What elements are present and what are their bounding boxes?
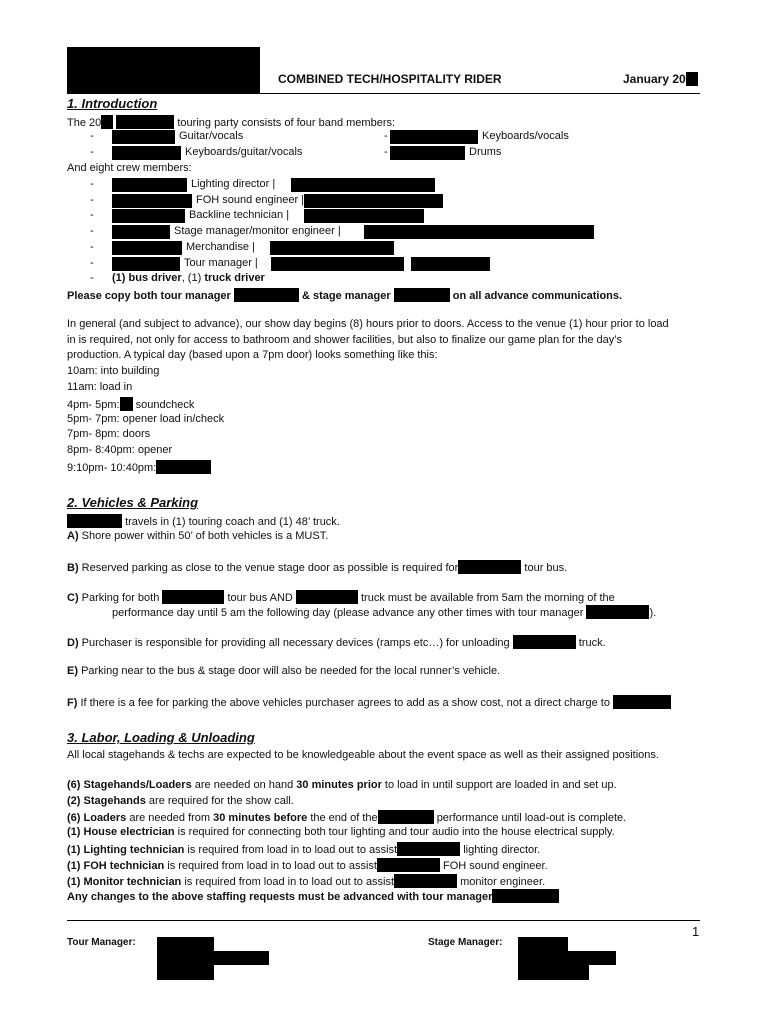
labor-line bbox=[67, 795, 294, 807]
vehicles-item-c-line2 bbox=[112, 605, 656, 619]
item-text: performance day until 5 am the following day (please advance any other times with tour manager bbox=[112, 607, 584, 619]
schedule-item: 7pm- 8pm: doors bbox=[67, 428, 151, 440]
copy-text-c: on all advance communications. bbox=[452, 290, 623, 302]
redacted-band-name bbox=[296, 590, 358, 604]
vehicles-item-a bbox=[67, 530, 328, 542]
redacted-contact bbox=[304, 209, 424, 223]
item-text: Parking near to the bus & stage door will also be needed for the local runner’s vehicle. bbox=[81, 665, 501, 677]
redacted-band-name bbox=[116, 115, 174, 129]
labor-text: is required from load in to load out to assist bbox=[181, 876, 395, 888]
labor-role: (6) Loaders bbox=[67, 812, 127, 824]
redacted-contact bbox=[271, 257, 404, 271]
item-text: If there is a fee for parking the above vehicles purchaser agrees to add as a show cost, not a direct charge to bbox=[80, 697, 610, 709]
item-label: D) bbox=[67, 637, 79, 649]
copy-line bbox=[67, 288, 622, 302]
labor-line bbox=[67, 874, 545, 888]
redacted-name bbox=[112, 178, 187, 192]
redacted-tour-manager bbox=[586, 605, 649, 619]
vehicles-item-d bbox=[67, 635, 606, 649]
redacted-name bbox=[112, 257, 180, 271]
crew-role: Lighting director | bbox=[191, 178, 276, 190]
redacted-band-name bbox=[378, 810, 434, 824]
band-member: - bbox=[90, 130, 94, 142]
labor-role: (6) Stagehands/Loaders bbox=[67, 779, 192, 791]
section-heading-introduction: 1. Introduction bbox=[67, 96, 158, 111]
copy-text-a: Please copy both tour manager bbox=[67, 290, 231, 302]
redacted-name bbox=[390, 130, 478, 144]
labor-text: are needed on hand bbox=[191, 779, 297, 791]
band-member: - bbox=[384, 146, 388, 158]
redacted-band-name bbox=[67, 514, 122, 528]
crew-bullet: - bbox=[90, 178, 94, 190]
band-member: - bbox=[90, 146, 94, 158]
band-role: Drums bbox=[469, 146, 502, 158]
crew-bullet: - bbox=[90, 241, 94, 253]
redacted-contact bbox=[291, 178, 435, 192]
redacted-name bbox=[112, 225, 170, 239]
crew-role: Stage manager/monitor engineer | bbox=[174, 225, 341, 237]
item-label: C) bbox=[67, 592, 79, 604]
labor-line bbox=[67, 826, 615, 838]
redacted-contact bbox=[270, 241, 394, 255]
footer-rule bbox=[67, 920, 700, 921]
redacted-band-name bbox=[397, 842, 460, 856]
redacted-band-name bbox=[156, 460, 211, 474]
redacted-signature bbox=[157, 964, 214, 980]
section-heading-labor: 3. Labor, Loading & Unloading bbox=[67, 730, 255, 745]
tour-manager-label: Tour Manager: bbox=[67, 937, 136, 948]
redacted-band-name bbox=[513, 635, 576, 649]
crew-bullet: - bbox=[90, 225, 94, 237]
crew-role: Backline technician | bbox=[189, 209, 290, 221]
labor-text: performance until load-out is complete. bbox=[436, 812, 627, 824]
page-number: 1 bbox=[692, 924, 700, 939]
item-text: Reserved parking as close to the venue stage door as possible is required for bbox=[81, 562, 459, 574]
truck-driver: truck driver bbox=[204, 272, 265, 284]
redacted-contact bbox=[411, 257, 490, 271]
paragraph-line: In general (and subject to advance), our show day begins (8) hours prior to doors. Access to the venue (1) hour prior to load bbox=[67, 318, 669, 330]
crew-bullet: - bbox=[90, 209, 94, 221]
bus-driver: (1) bus driver bbox=[112, 272, 182, 284]
item-end: tour bus. bbox=[524, 562, 568, 574]
redacted-year bbox=[686, 72, 698, 86]
band-role: Guitar/vocals bbox=[179, 130, 244, 142]
labor-text: monitor engineer. bbox=[460, 876, 546, 888]
labor-role: (1) FOH technician bbox=[67, 860, 165, 872]
item-text: tour bus AND bbox=[227, 592, 293, 604]
paragraph-line: in is required, not only for access to bathroom and shower facilities, but also to finalize our game plan for the day’s bbox=[67, 334, 622, 346]
item-end: truck. bbox=[578, 637, 606, 649]
labor-note: Any changes to the above staffing requests must be advanced with tour manager bbox=[67, 891, 493, 903]
redacted-band-name bbox=[120, 397, 133, 411]
vehicles-item-b bbox=[67, 560, 567, 574]
labor-role: (1) Monitor technician bbox=[67, 876, 182, 888]
redacted-band-name bbox=[394, 874, 457, 888]
labor-text: is required from load in to load out to assist bbox=[184, 844, 398, 856]
schedule-item: 11am: load in bbox=[67, 381, 133, 393]
redacted-band-name bbox=[613, 695, 671, 709]
labor-line bbox=[67, 858, 548, 872]
schedule-item: 8pm- 8:40pm: opener bbox=[67, 444, 173, 456]
crew-bullet: - bbox=[90, 194, 94, 206]
party-line bbox=[67, 115, 395, 129]
redacted-name bbox=[112, 146, 181, 160]
party-prefix: The 20 bbox=[67, 117, 102, 129]
redacted-name bbox=[112, 241, 182, 255]
labor-time: 30 minutes prior bbox=[296, 779, 382, 791]
crew-intro: And eight crew members: bbox=[67, 162, 192, 174]
item-text: truck must be available from 5am the morning of the bbox=[361, 592, 615, 604]
crew-bullet: - bbox=[90, 257, 94, 269]
section-heading-vehicles: 2. Vehicles & Parking bbox=[67, 495, 199, 510]
schedule-item bbox=[67, 397, 194, 411]
labor-line bbox=[67, 842, 540, 856]
labor-role: (2) Stagehands bbox=[67, 795, 146, 807]
redacted-signature bbox=[518, 951, 616, 965]
redacted-contact bbox=[304, 194, 443, 208]
vehicles-item-f bbox=[67, 695, 671, 709]
document-title: COMBINED TECH/HOSPITALITY RIDER bbox=[278, 72, 502, 86]
labor-text: lighting director. bbox=[463, 844, 541, 856]
copy-text-b: & stage manager bbox=[301, 290, 391, 302]
redacted-tour-manager bbox=[234, 288, 299, 302]
travel-text: travels in (1) touring coach and (1) 48’ truck. bbox=[125, 516, 340, 528]
redacted-name bbox=[112, 194, 192, 208]
labor-text: is required for connecting both tour lighting and tour audio into the house electrical supply. bbox=[174, 826, 615, 838]
redacted-name bbox=[390, 146, 465, 160]
labor-text: are needed from bbox=[126, 812, 214, 824]
redacted-signature bbox=[518, 964, 589, 980]
schedule-item: 5pm- 7pm: opener load in/check bbox=[67, 413, 225, 425]
vehicles-item-c bbox=[67, 590, 615, 604]
party-suffix: touring party consists of four band members: bbox=[177, 117, 396, 129]
redacted-stage-manager bbox=[394, 288, 450, 302]
labor-time: 30 minutes before bbox=[213, 812, 308, 824]
drivers-separator: , (1) bbox=[181, 272, 205, 284]
band-member: - bbox=[384, 130, 388, 142]
labor-line bbox=[67, 779, 617, 791]
item-end: ). bbox=[649, 607, 657, 619]
paragraph-line: production. A typical day (based upon a 7pm door) looks something like this: bbox=[67, 349, 438, 361]
document-date bbox=[623, 72, 698, 86]
labor-role: (1) Lighting technician bbox=[67, 844, 185, 856]
redacted-tour-manager bbox=[492, 889, 559, 903]
header-rule bbox=[67, 93, 700, 94]
labor-line bbox=[67, 889, 559, 903]
drivers-line bbox=[112, 272, 265, 284]
labor-intro: All local stagehands & techs are expected to be knowledgeable about the event space as well as their assigned positions. bbox=[67, 749, 659, 761]
stage-manager-label: Stage Manager: bbox=[428, 937, 503, 948]
crew-bullet: - bbox=[90, 272, 94, 284]
labor-line bbox=[67, 810, 626, 824]
labor-text: FOH sound engineer. bbox=[443, 860, 548, 872]
crew-role: FOH sound engineer | bbox=[196, 194, 305, 206]
schedule-event: soundcheck bbox=[135, 399, 195, 411]
labor-text: is required from load in to load out to assist bbox=[164, 860, 377, 872]
redacted-name bbox=[112, 209, 185, 223]
item-text: Purchaser is responsible for providing all necessary devices (ramps etc…) for unloading bbox=[81, 637, 510, 649]
labor-text: the end of the bbox=[307, 812, 378, 824]
schedule-time: 4pm- 5pm: bbox=[67, 399, 120, 411]
crew-role: Merchandise | bbox=[186, 241, 255, 253]
crew-role: Tour manager | bbox=[184, 257, 258, 269]
redacted-signature bbox=[157, 951, 269, 965]
item-label: A) bbox=[67, 530, 79, 542]
redacted-band-name bbox=[377, 858, 440, 872]
schedule-item: 10am: into building bbox=[67, 365, 160, 377]
date-text: January 20 bbox=[623, 72, 686, 86]
item-label: B) bbox=[67, 562, 79, 574]
item-text: Shore power within 50’ of both vehicles is a MUST. bbox=[81, 530, 329, 542]
redacted-logo bbox=[67, 47, 260, 94]
vehicles-item-e bbox=[67, 665, 500, 677]
redacted-contact bbox=[364, 225, 594, 239]
redacted-year bbox=[101, 115, 113, 129]
redacted-name bbox=[112, 130, 175, 144]
item-label: F) bbox=[67, 697, 78, 709]
band-role: Keyboards/guitar/vocals bbox=[185, 146, 303, 158]
schedule-item bbox=[67, 460, 211, 474]
band-role: Keyboards/vocals bbox=[482, 130, 569, 142]
redacted-band-name bbox=[458, 560, 521, 574]
labor-text: to load in until support are loaded in and set up. bbox=[381, 779, 617, 791]
labor-role: (1) House electrician bbox=[67, 826, 175, 838]
redacted-band-name bbox=[162, 590, 224, 604]
schedule-time: 9:10pm- 10:40pm: bbox=[67, 462, 157, 474]
item-label: E) bbox=[67, 665, 78, 677]
labor-text: are required for the show call. bbox=[145, 795, 294, 807]
travel-line bbox=[67, 514, 340, 528]
item-text: Parking for both bbox=[81, 592, 160, 604]
